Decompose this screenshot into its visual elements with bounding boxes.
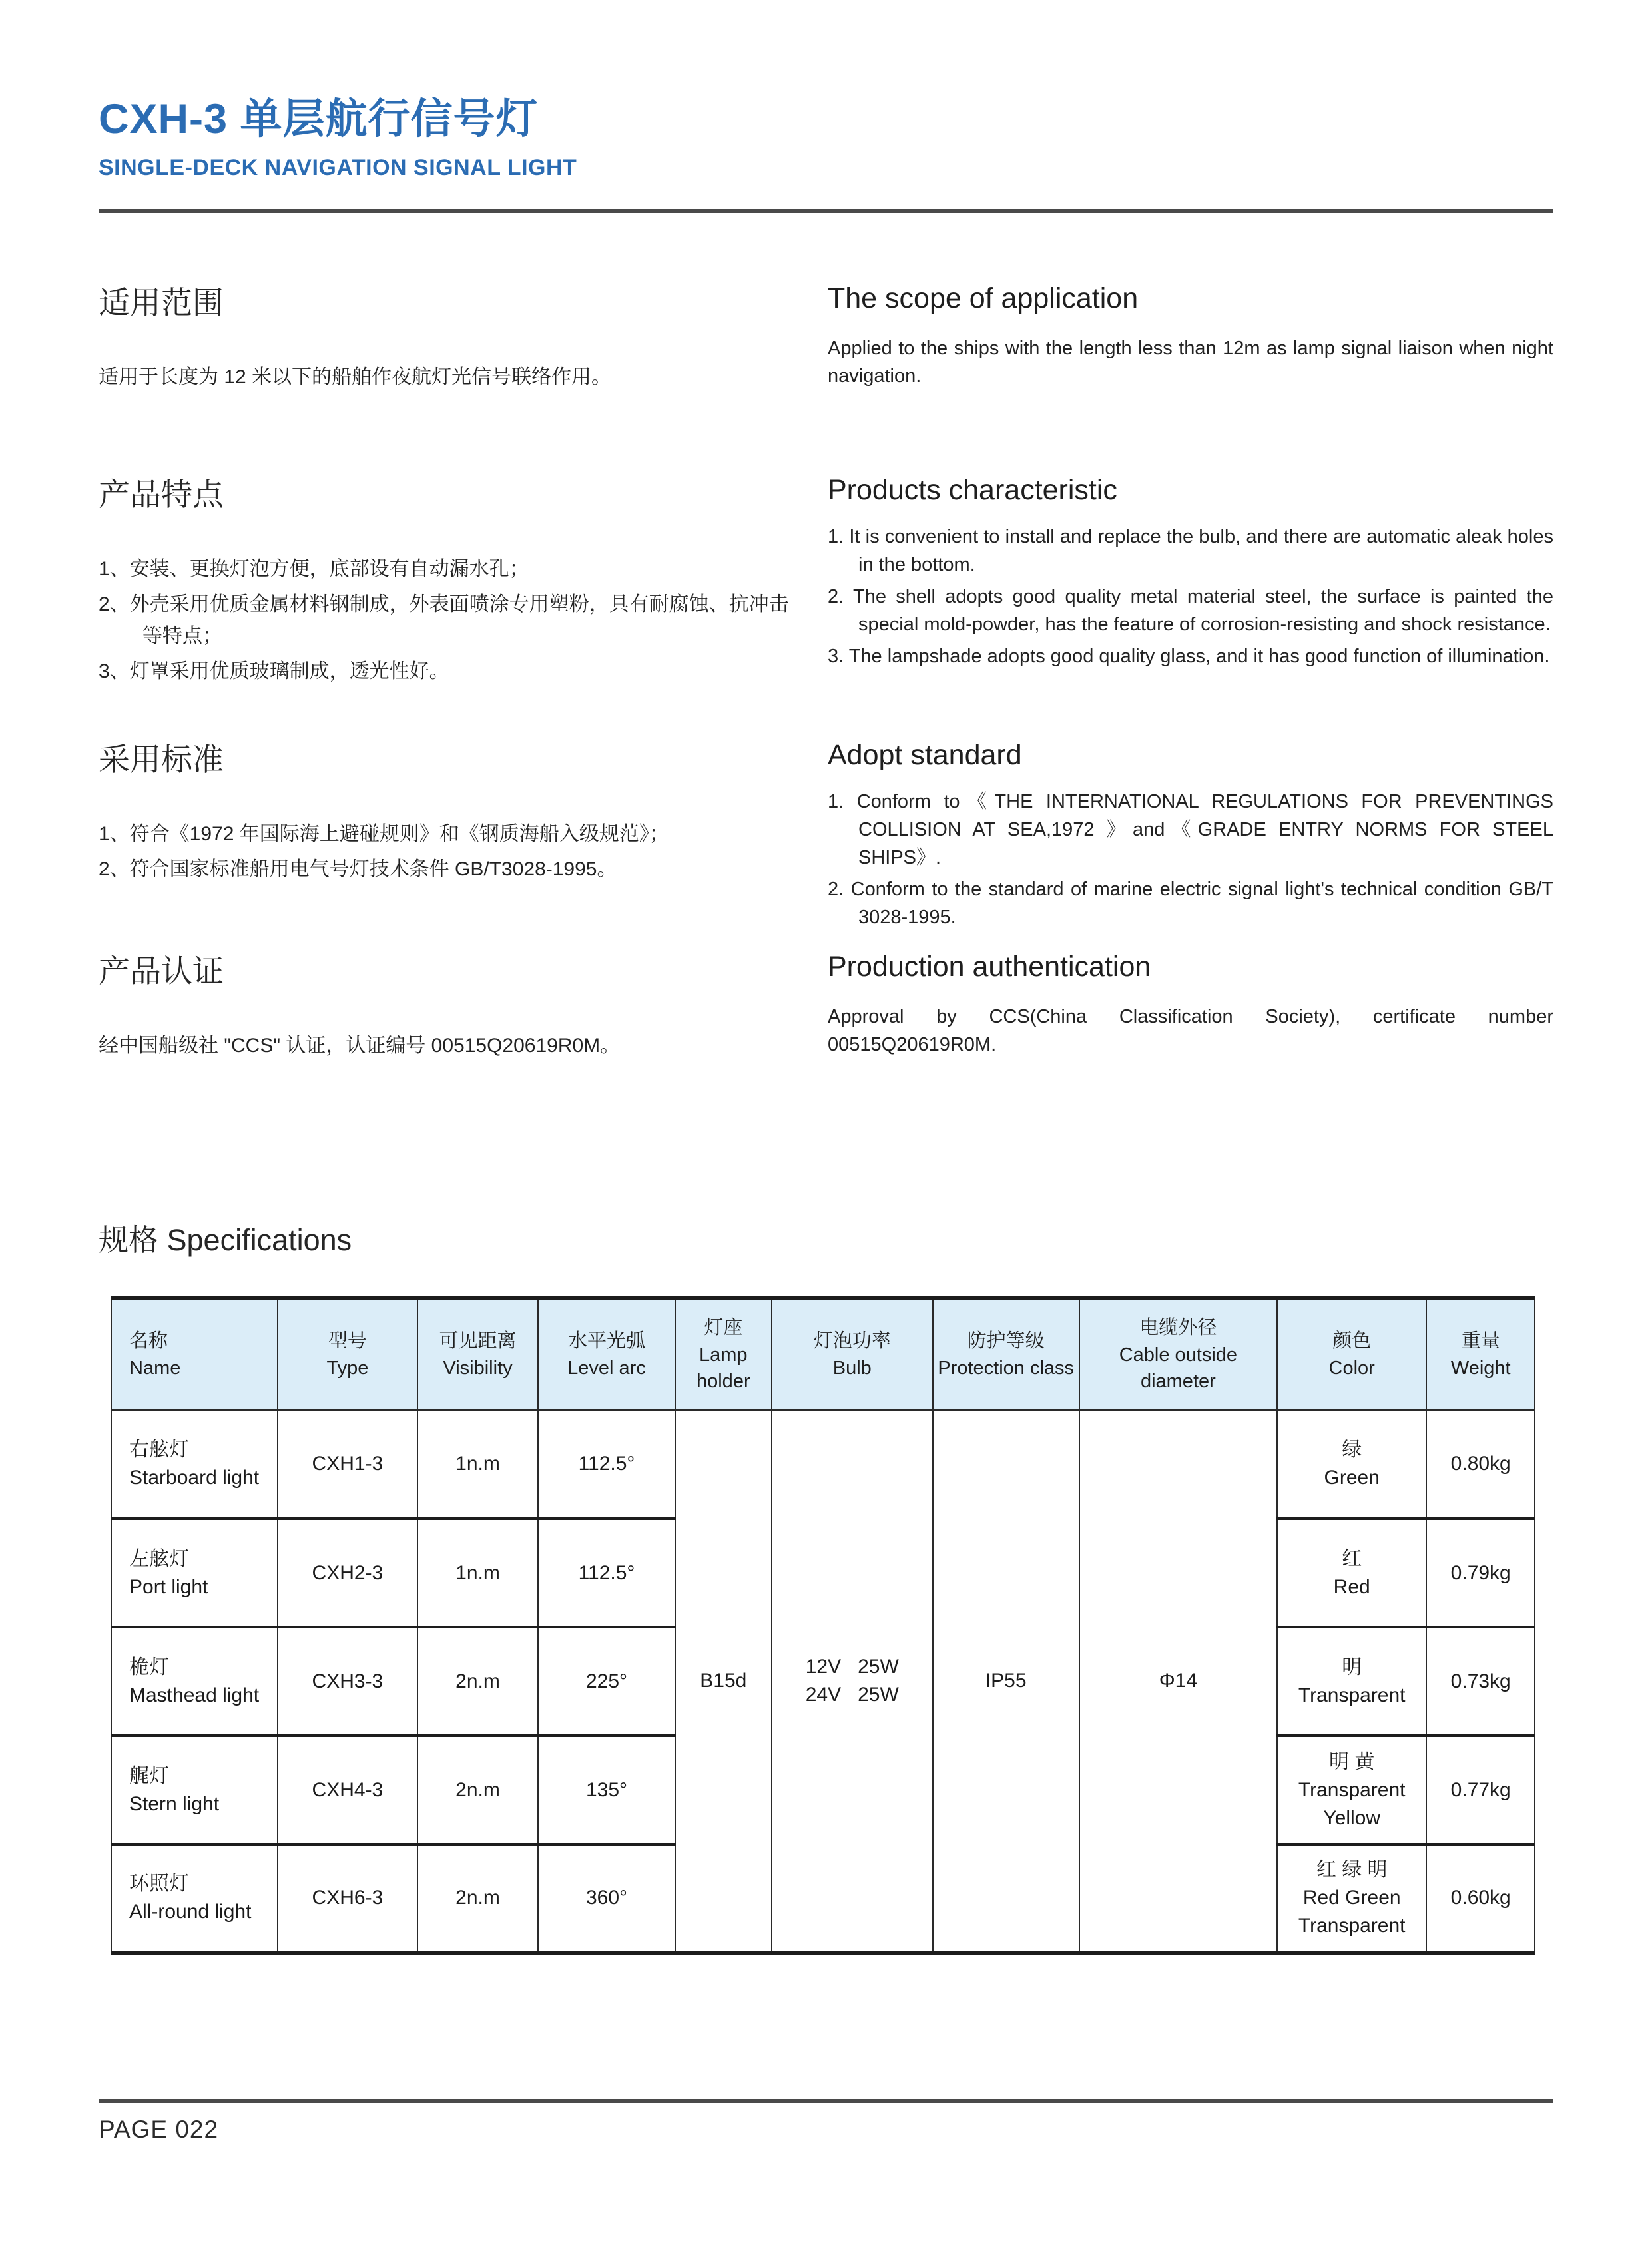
- page-number: PAGE 022: [99, 2116, 219, 2143]
- scope-heading-en: The scope of application: [828, 282, 1139, 314]
- section-features-en: [828, 470, 1553, 735]
- spec-cell-bulb: 12V 25W 24V 25W: [772, 1410, 933, 1953]
- spec-cell-weight: 0.80kg: [1426, 1410, 1535, 1519]
- spec-cell-level-arc: 112.5°: [538, 1410, 675, 1519]
- spec-cell-color: 红 绿 明 Red Green Transparent: [1277, 1844, 1426, 1953]
- spec-header-color: 颜色 Color: [1277, 1298, 1426, 1410]
- standard-item-en: 2. Conform to the standard of marine electric signal light's technical condition GB/T 3028-1995.: [828, 879, 1553, 929]
- spec-header-weight: 重量 Weight: [1426, 1298, 1535, 1410]
- standard-heading-en: Adopt standard: [828, 739, 1022, 771]
- page-title: CXH-3 单层航行信号灯: [99, 96, 539, 142]
- spec-cell-weight: 0.60kg: [1426, 1844, 1535, 1953]
- spec-cell-weight: 0.77kg: [1426, 1736, 1535, 1844]
- standard-list-en: [828, 788, 1553, 931]
- standard-item-en: 1. Conform to《THE INTERNATIONAL REGULATIONS FOR PREVENTINGS COLLISION AT SEA,1972 》and《GRADE ENTRY NORMS FOR STEEL SHIPS》.: [828, 791, 1553, 869]
- standard-list-zh: [99, 818, 791, 885]
- features-item-en: 2. The shell adopts good quality metal material steel, the surface is painted the special mold-powder, has the feature of corrosion-resisting and shock resistance.: [828, 586, 1553, 636]
- spec-cell-name: 环照灯 All-round light: [111, 1844, 278, 1953]
- spec-cell-name: 左舷灯 Port light: [111, 1519, 278, 1627]
- sections: [99, 278, 1553, 1146]
- spec-cell-type: CXH4-3: [278, 1736, 417, 1844]
- scope-body-zh: 适用于长度为 12 米以下的船舶作夜航灯光信号联络作用。: [99, 366, 612, 388]
- spec-cell-visibility: 1n.m: [417, 1519, 539, 1627]
- spec-cell-level-arc: 225°: [538, 1627, 675, 1736]
- features-item-zh: 2、外壳采用优质金属材料钢制成，外表面喷涂专用塑粉，具有耐腐蚀、抗冲击等特点；: [99, 593, 789, 648]
- spec-cell-visibility: 2n.m: [417, 1627, 539, 1736]
- spec-cell-cable-outside-diameter: Φ14: [1079, 1410, 1277, 1953]
- features-item-zh: 1、安装、更换灯泡方便，底部设有自动漏水孔；: [99, 558, 529, 580]
- page-subtitle: SINGLE-DECK NAVIGATION SIGNAL LIGHT: [99, 155, 577, 180]
- spec-cell-lamp-holder: B15d: [675, 1410, 772, 1953]
- footer-divider: [99, 2099, 1553, 2103]
- spec-cell-protection-class: IP55: [933, 1410, 1079, 1953]
- spec-cell-type: CXH6-3: [278, 1844, 417, 1953]
- scope-heading-zh: 适用范围: [99, 285, 224, 320]
- features-item-en: 3. The lampshade adopts good quality glass, and it has good function of illumination.: [828, 646, 1550, 668]
- section-features-zh: [99, 470, 791, 735]
- spec-cell-weight: 0.73kg: [1426, 1627, 1535, 1736]
- authentication-body-zh: 经中国船级社 "CCS" 认证，认证编号 00515Q20619R0M。: [99, 1035, 621, 1057]
- standard-heading-zh: 采用标准: [99, 742, 224, 777]
- standard-item-zh: 1、符合《1972 年国际海上避碰规则》和《钢质海船入级规范》；: [99, 823, 669, 845]
- section-scope-en: [828, 278, 1553, 470]
- spec-cell-weight: 0.79kg: [1426, 1519, 1535, 1627]
- authentication-body-en: Approval by CCS(China Classification Society), certificate number 00515Q20619R0M.: [828, 1006, 1553, 1056]
- scope-body-en: Applied to the ships with the length less than 12m as lamp signal liaison when night navigation.: [828, 338, 1553, 387]
- spec-cell-level-arc: 135°: [538, 1736, 675, 1844]
- spec-cell-color: 绿 Green: [1277, 1410, 1426, 1519]
- spec-cell-name: 桅灯 Masthead light: [111, 1627, 278, 1736]
- spec-cell-name: 右舷灯 Starboard light: [111, 1410, 278, 1519]
- document-header: [99, 0, 1553, 181]
- spec-cell-type: CXH2-3: [278, 1519, 417, 1627]
- features-list-zh: [99, 553, 791, 688]
- features-item-zh: 3、灯罩采用优质玻璃制成，透光性好。: [99, 660, 449, 682]
- spec-header-level-arc: 水平光弧 Level arc: [538, 1298, 675, 1410]
- spec-header-protection-class: 防护等级 Protection class: [933, 1298, 1079, 1410]
- spec-header-type: 型号 Type: [278, 1298, 417, 1410]
- spec-cell-type: CXH1-3: [278, 1410, 417, 1519]
- spec-header-visibility: 可见距离 Visibility: [417, 1298, 539, 1410]
- spec-row: [111, 1410, 1535, 1519]
- spec-header-cable-outside-diameter: 电缆外径 Cable outside diameter: [1079, 1298, 1277, 1410]
- spec-cell-level-arc: 112.5°: [538, 1519, 675, 1627]
- features-heading-zh: 产品特点: [99, 477, 224, 512]
- spec-cell-level-arc: 360°: [538, 1844, 675, 1953]
- specifications-section: [99, 1216, 1553, 1955]
- authentication-heading-en: Production authentication: [828, 951, 1151, 983]
- document-footer: [99, 2099, 1553, 2144]
- spec-cell-type: CXH3-3: [278, 1627, 417, 1736]
- section-authentication-en: [828, 947, 1553, 1146]
- spec-header-bulb: 灯泡功率 Bulb: [772, 1298, 933, 1410]
- features-heading-en: Products characteristic: [828, 474, 1117, 506]
- spec-cell-color: 明 黄 Transparent Yellow: [1277, 1736, 1426, 1844]
- spec-cell-color: 红 Red: [1277, 1519, 1426, 1627]
- spec-cell-visibility: 2n.m: [417, 1844, 539, 1953]
- header-divider: [99, 209, 1553, 213]
- standard-item-zh: 2、符合国家标准船用电气号灯技术条件 GB/T3028-1995。: [99, 858, 617, 880]
- specifications-heading: 规格 Specifications: [99, 1223, 352, 1257]
- spec-cell-name: 艉灯 Stern light: [111, 1736, 278, 1844]
- spec-cell-color: 明 Transparent: [1277, 1627, 1426, 1736]
- section-authentication-zh: [99, 947, 791, 1146]
- authentication-heading-zh: 产品认证: [99, 953, 224, 989]
- spec-cell-visibility: 1n.m: [417, 1410, 539, 1519]
- features-list-en: [828, 523, 1553, 670]
- spec-header-name: 名称 Name: [111, 1298, 278, 1410]
- section-standard-zh: [99, 735, 791, 947]
- features-item-en: 1. It is convenient to install and replace the bulb, and there are automatic aleak holes in the bottom.: [828, 526, 1553, 576]
- section-scope-zh: [99, 278, 791, 470]
- spec-cell-visibility: 2n.m: [417, 1736, 539, 1844]
- section-standard-en: [828, 735, 1553, 947]
- spec-header-row: [111, 1298, 1535, 1410]
- specifications-table: [111, 1296, 1535, 1955]
- spec-header-lamp-holder: 灯座 Lamp holder: [675, 1298, 772, 1410]
